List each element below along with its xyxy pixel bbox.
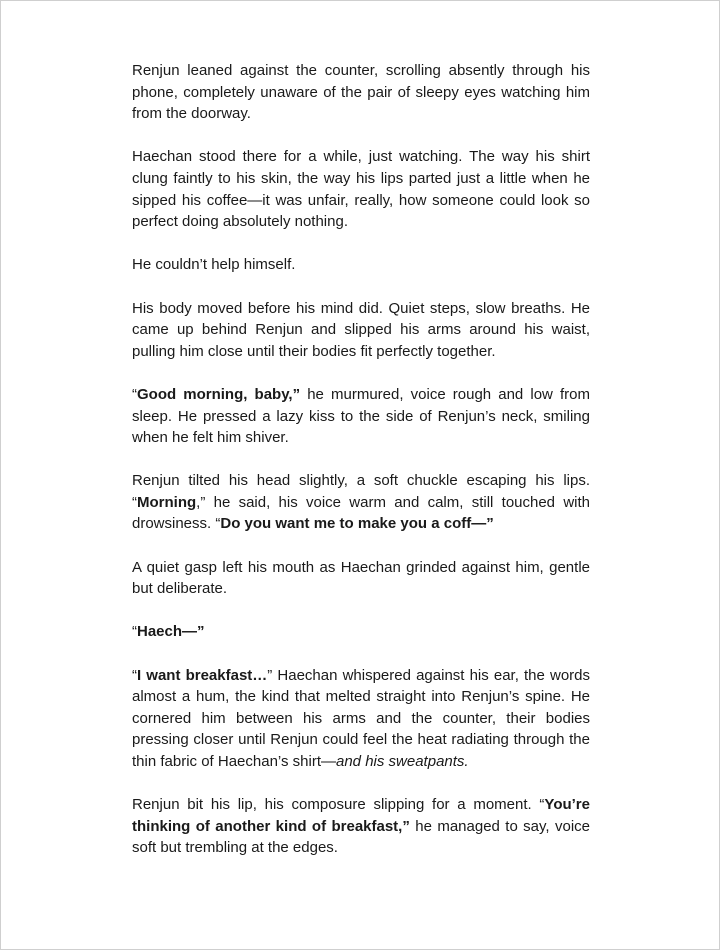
paragraph: He couldn’t help himself. [132, 256, 296, 274]
bold-dialogue: I want breakfast… [137, 666, 268, 684]
paragraph: His body moved before his mind did. Quiet steps, slow breaths. He came up behind Renjun and slipped his arms around his waist, pulling him close until their bodies fit perfectly together. [132, 299, 590, 360]
paragraph: Haechan stood there for a while, just watching. The way his shirt clung faintly to his skin, the way his lips parted just a little when he sipped his coffee—it was unfair, really, how someone could look so perfect doing absolutely nothing. [132, 148, 590, 231]
paragraph: Renjun leaned against the counter, scrolling absently through his phone, completely unaware of the pair of sleepy eyes watching him from the doorway. [132, 62, 590, 123]
paragraph: “Good morning, baby,” he murmured, voice rough and low from sleep. He pressed a lazy kiss to the side of Renjun’s neck, smiling when he felt him shiver. [132, 385, 590, 447]
bold-dialogue: Morning [137, 493, 197, 511]
paragraph: A quiet gasp left his mouth as Haechan grinded against him, gentle but deliberate. [132, 558, 590, 598]
italic-text: and his sweatpants. [336, 753, 469, 770]
bold-dialogue: You’re thinking of another kind of breakfast,” [132, 796, 590, 835]
bold-dialogue: Do you want me to make you a coff—” [220, 515, 494, 533]
paragraph: “Haech—” [132, 623, 205, 641]
paragraph: “I want breakfast…” Haechan whispered against his ear, the words almost a hum, the kind that melted straight into Renjun’s spine. He cornered him between his arms and the counter, their bodies pressing closer until Renjun could feel the heat radiating through the thin fabric of Haechan’s shirt—and his sweatpants. [132, 666, 591, 770]
paragraph: Renjun bit his lip, his composure slipping for a moment. “You’re thinking of another kind of breakfast,” he managed to say, voice soft but trembling at the edges. [132, 796, 590, 857]
story-text [132, 60, 590, 881]
bold-dialogue: Haech—” [137, 623, 205, 641]
bold-dialogue: Good morning, baby,” [137, 385, 301, 403]
paragraph: Renjun tilted his head slightly, a soft chuckle escaping his lips. “Morning,” he said, his voice warm and calm, still touched with drowsiness. “Do you want me to make you a coff—” [132, 472, 590, 533]
